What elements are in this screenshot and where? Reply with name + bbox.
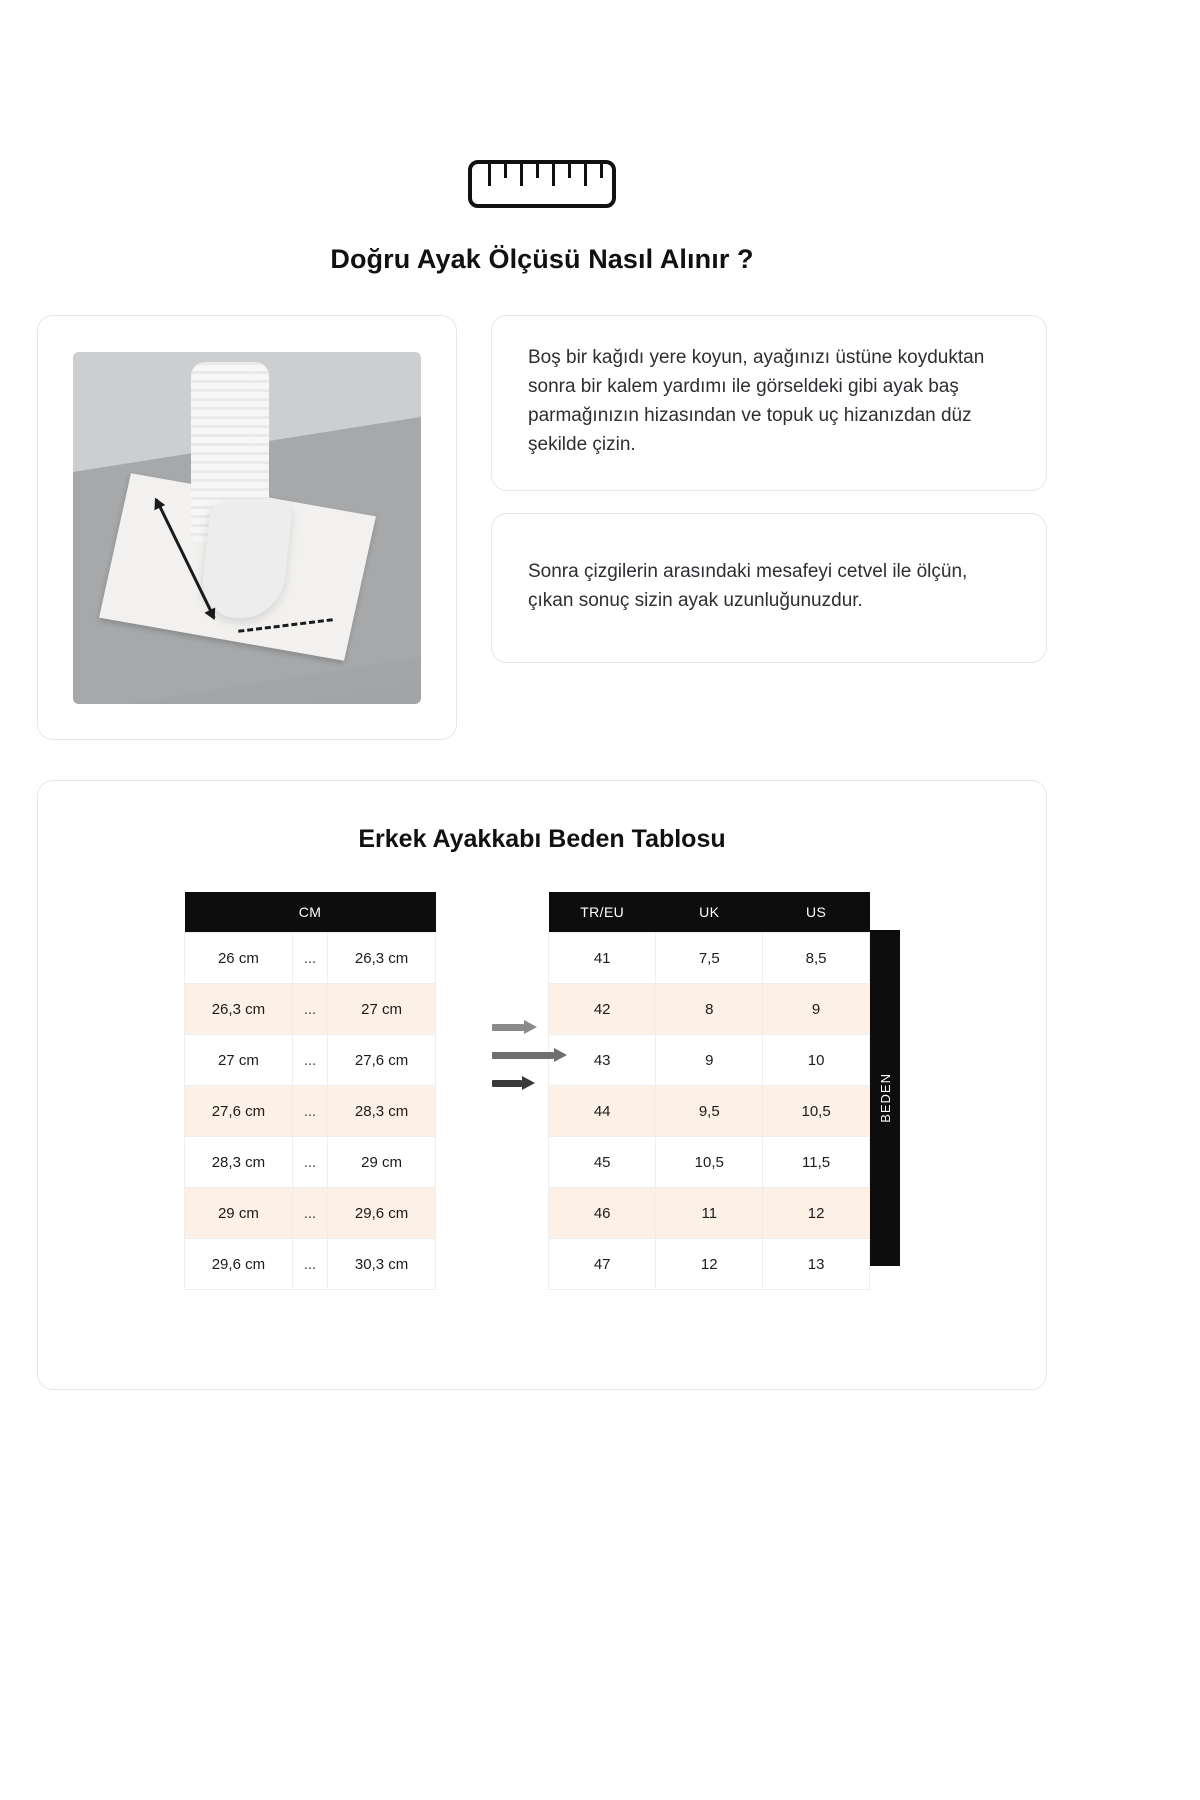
cm-separator: ... xyxy=(292,1035,327,1086)
table-row xyxy=(185,1137,436,1188)
size-us: 11,5 xyxy=(763,1137,870,1188)
instruction-step-1: Boş bir kağıdı yere koyun, ayağınızı üstüne koyduktan sonra bir kalem yardımı ile görseldeki gibi ayak baş parmağınızın hizasından ve topuk uç hizanızdan düz şekilde çizin. xyxy=(491,315,1047,491)
size-uk: 12 xyxy=(656,1239,763,1290)
ruler-icon-wrapper xyxy=(37,160,1047,208)
table-row xyxy=(185,1086,436,1137)
conversion-arrows xyxy=(436,892,548,1090)
size-us: 12 xyxy=(763,1188,870,1239)
size-uk: 9,5 xyxy=(656,1086,763,1137)
cm-to: 27 cm xyxy=(328,984,436,1035)
instructions-row xyxy=(37,315,1047,740)
size-uk: 7,5 xyxy=(656,933,763,984)
cm-separator: ... xyxy=(292,1188,327,1239)
cm-from: 29 cm xyxy=(185,1188,293,1239)
cm-to: 29,6 cm xyxy=(328,1188,436,1239)
cm-from: 26 cm xyxy=(185,933,293,984)
table-row xyxy=(185,984,436,1035)
size-us: 10 xyxy=(763,1035,870,1086)
cm-separator: ... xyxy=(292,984,327,1035)
table-row xyxy=(549,984,870,1035)
table-row xyxy=(185,1239,436,1290)
cm-from: 28,3 cm xyxy=(185,1137,293,1188)
table-row xyxy=(549,1188,870,1239)
size-eu: 47 xyxy=(549,1239,656,1290)
cm-to: 30,3 cm xyxy=(328,1239,436,1290)
size-us: 13 xyxy=(763,1239,870,1290)
size-chart-tables xyxy=(38,892,1046,1290)
size-uk: 10,5 xyxy=(656,1137,763,1188)
size-us: 9 xyxy=(763,984,870,1035)
column-header-uk: UK xyxy=(656,892,763,933)
size-chart-title: Erkek Ayakkabı Beden Tablosu xyxy=(358,825,726,853)
cm-separator: ... xyxy=(292,933,327,984)
cm-separator: ... xyxy=(292,1086,327,1137)
table-row xyxy=(549,1239,870,1290)
size-eu: 42 xyxy=(549,984,656,1035)
cm-from: 26,3 cm xyxy=(185,984,293,1035)
table-row xyxy=(185,1188,436,1239)
size-eu: 46 xyxy=(549,1188,656,1239)
cm-from: 27,6 cm xyxy=(185,1086,293,1137)
cm-to: 28,3 cm xyxy=(328,1086,436,1137)
foot-measurement-image-card xyxy=(37,315,457,740)
column-header-tr-eu: TR/EU xyxy=(549,892,656,933)
size-eu: 41 xyxy=(549,933,656,984)
cm-separator: ... xyxy=(292,1239,327,1290)
table-row xyxy=(549,1035,870,1086)
ruler-icon xyxy=(468,160,616,208)
cm-from: 29,6 cm xyxy=(185,1239,293,1290)
size-uk: 9 xyxy=(656,1035,763,1086)
foot-measurement-photo xyxy=(73,352,421,704)
size-conversion-table xyxy=(548,892,870,1290)
size-uk: 11 xyxy=(656,1188,763,1239)
beden-side-label xyxy=(870,930,900,1266)
table-row xyxy=(549,1086,870,1137)
cm-range-table xyxy=(184,892,436,1290)
table-row xyxy=(185,1035,436,1086)
size-chart-card xyxy=(37,780,1047,1390)
cm-column-header: CM xyxy=(185,892,436,933)
size-us: 10,5 xyxy=(763,1086,870,1137)
cm-to: 29 cm xyxy=(328,1137,436,1188)
size-us: 8,5 xyxy=(763,933,870,984)
table-row xyxy=(549,933,870,984)
content-container xyxy=(37,0,1047,1390)
cm-separator: ... xyxy=(292,1137,327,1188)
size-uk: 8 xyxy=(656,984,763,1035)
size-eu: 43 xyxy=(549,1035,656,1086)
cm-to: 27,6 cm xyxy=(328,1035,436,1086)
instruction-step-2: Sonra çizgilerin arasındaki mesafeyi cetvel ile ölçün, çıkan sonuç sizin ayak uzunluğunuzdur. xyxy=(491,513,1047,663)
size-eu: 45 xyxy=(549,1137,656,1188)
cm-to: 26,3 cm xyxy=(328,933,436,984)
instruction-text-column xyxy=(491,315,1047,663)
beden-side-label-text: BEDEN xyxy=(877,1073,893,1123)
table-row xyxy=(549,1137,870,1188)
size-eu: 44 xyxy=(549,1086,656,1137)
table-row xyxy=(185,933,436,984)
column-header-us: US xyxy=(763,892,870,933)
page-title: Doğru Ayak Ölçüsü Nasıl Alınır ? xyxy=(330,244,754,274)
cm-from: 27 cm xyxy=(185,1035,293,1086)
